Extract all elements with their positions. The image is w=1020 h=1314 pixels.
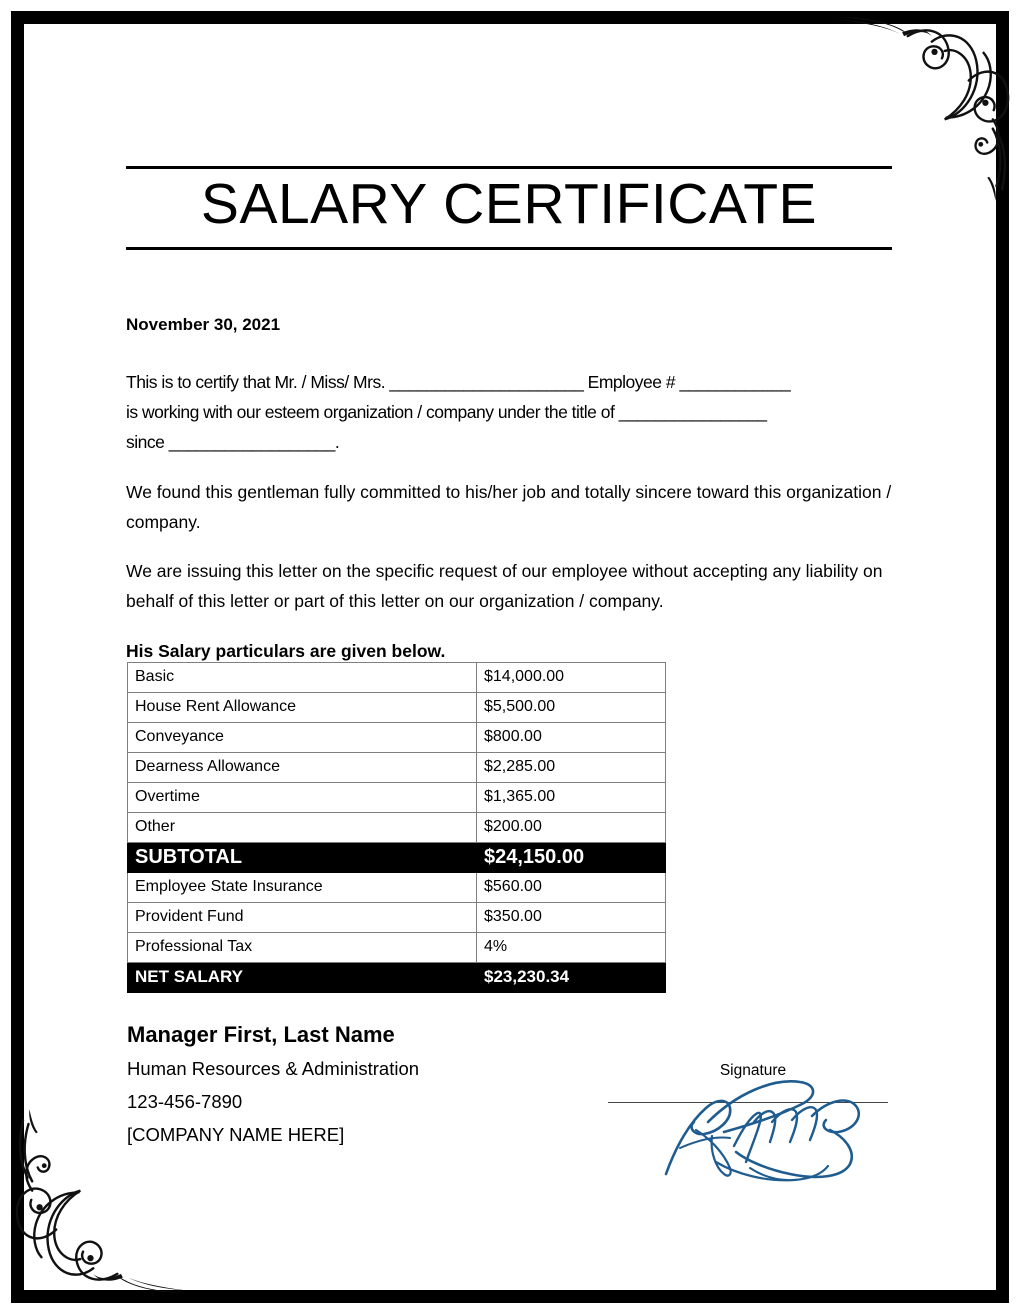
table-row	[128, 903, 666, 933]
salary-item-value: 4%	[477, 933, 666, 963]
signatory-company: [COMPANY NAME HERE]	[127, 1123, 345, 1145]
certify-line-2: is working with our esteem organization / company under the title of ________________	[126, 402, 767, 423]
salary-item-value: $1,365.00	[477, 783, 666, 813]
signature-area	[608, 1062, 898, 1103]
salary-item-value: $24,150.00	[477, 843, 666, 873]
salary-item-label: SUBTOTAL	[128, 843, 477, 873]
table-row	[128, 753, 666, 783]
commitment-paragraph: We found this gentleman fully committed to his/her job and totally sincere toward this organization / company.	[126, 481, 892, 532]
salary-table-container	[127, 662, 649, 993]
table-row	[128, 663, 666, 693]
salary-table	[127, 662, 666, 993]
table-row	[128, 783, 666, 813]
salary-item-label: NET SALARY	[128, 963, 477, 993]
salary-item-label: Overtime	[128, 783, 477, 813]
salary-item-label: Conveyance	[128, 723, 477, 753]
salary-table-body	[128, 663, 666, 993]
certify-line-1: This is to certify that Mr. / Miss/ Mrs. _____________________ Employee # ____________	[126, 372, 791, 393]
salary-item-label: House Rent Allowance	[128, 693, 477, 723]
salary-item-label: Basic	[128, 663, 477, 693]
table-row	[128, 963, 666, 993]
document-date: November 30, 2021	[126, 315, 281, 334]
title-block	[126, 166, 892, 250]
page-title: SALARY CERTIFICATE	[200, 172, 818, 236]
salary-item-value: $560.00	[477, 873, 666, 903]
document-body	[126, 310, 892, 666]
table-row	[128, 933, 666, 963]
salary-item-value: $800.00	[477, 723, 666, 753]
salary-item-label: Provident Fund	[128, 903, 477, 933]
title-rule-bottom	[126, 247, 892, 250]
salary-item-value: $350.00	[477, 903, 666, 933]
table-row	[128, 723, 666, 753]
salary-item-value: $14,000.00	[477, 663, 666, 693]
salary-item-label: Professional Tax	[128, 933, 477, 963]
salary-item-label: Employee State Insurance	[128, 873, 477, 903]
signatory-block	[127, 1018, 557, 1152]
table-row	[128, 813, 666, 843]
salary-item-value: $2,285.00	[477, 753, 666, 783]
signatory-name: Manager First, Last Name	[127, 1022, 395, 1047]
salary-item-value: $200.00	[477, 813, 666, 843]
signature-label: Signature	[719, 1062, 787, 1079]
certify-line-3: since __________________.	[126, 432, 340, 453]
table-row	[128, 693, 666, 723]
liability-paragraph: We are issuing this letter on the specific request of our employee without accepting any liability on behalf of this letter or part of this letter on our organization / company.	[126, 560, 883, 611]
salary-item-value: $23,230.34	[477, 963, 666, 993]
signature-ink-icon	[650, 1070, 900, 1190]
salary-item-value: $5,500.00	[477, 693, 666, 723]
signatory-department: Human Resources & Administration	[127, 1058, 420, 1079]
signatory-phone: 123-456-7890	[127, 1090, 243, 1112]
table-row	[128, 873, 666, 903]
table-row	[128, 843, 666, 873]
salary-item-label: Other	[128, 813, 477, 843]
salary-particulars-heading: His Salary particulars are given below.	[126, 640, 446, 661]
salary-item-label: Dearness Allowance	[128, 753, 477, 783]
certify-paragraph	[126, 367, 892, 457]
